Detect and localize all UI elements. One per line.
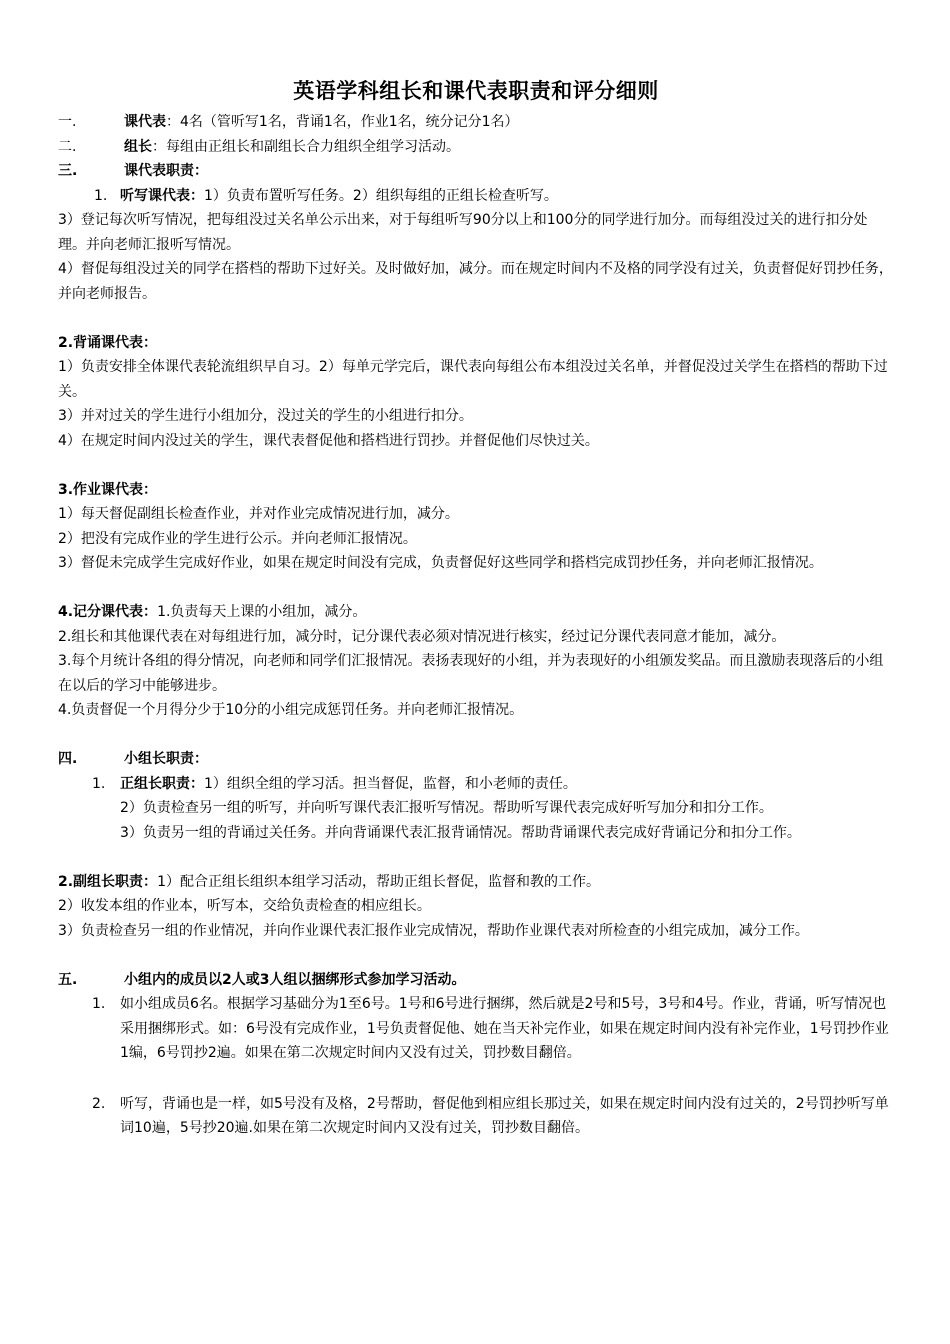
recite-line-1: 1）负责安排全体课代表轮流组织早自习。2）每单元学完后，课代表向每组公布本组没过关名单，并督促没过关学生在搭档的帮助下过关。 [58, 359, 888, 400]
dictation-heading: 1. 听写课代表：1）负责布置听写任务。2）组织每组的正组长检查听写。 [94, 187, 558, 204]
vice-heading: 2.副组长职责：1）配合正组长组织本组学习活动，帮助正组长督促，监督和教的工作。 [58, 873, 600, 890]
dictation-line-3: 4）督促每组没过关的同学在搭档的帮助下过好关。及时做好加，减分。而在规定时间内不及格的同学没有过关，负责督促好罚抄任务，并向老师报告。 [58, 261, 893, 302]
rule-item: 1. 如小组成员6名。根据学习基础分为1至6号。1号和6号进行捆绑，然后就是2号和5号，3号和4号。作业，背诵，听写情况也采用捆绑形式。如：6号没有完成作业，1号负责督促他、她在当天补完作业，如果在规定时间内没有补完作业，1号罚抄作业1编，6号罚抄2遍。如果在第二次规定时间内又没有过关，罚抄数目翻倍。 [92, 996, 889, 1061]
homework-heading: 3.作业课代表： [58, 481, 158, 498]
homework-line-2: 2）把没有完成作业的学生进行公示。并向老师汇报情况。 [58, 530, 417, 547]
recite-heading: 2.背诵课代表： [58, 334, 158, 351]
scorer-line-3: 3.每个月统计各组的得分情况，向老师和同学们汇报情况。表扬表现好的小组，并为表现好的小组颁发奖品。而且激励表现落后的小组在以后的学习中能够进步。 [58, 653, 884, 694]
rule-item: 2. 听写，背诵也是一样，如5号没有及格，2号帮助，督促他到相应组长那过关，如果在规定时间内没有过关的，2号罚抄听写单词10遍，5号抄20遍.如果在第二次规定时间内又没有过关，罚抄数目翻倍。 [92, 1095, 889, 1136]
scorer-heading: 4.记分课代表：1.负责每天上课的小组加，减分。 [58, 604, 367, 620]
scorer-line-4: 4.负责督促一个月得分少于10分的小组完成惩罚任务。并向老师汇报情况。 [58, 702, 524, 718]
homework-line-1: 1）每天督促副组长检查作业，并对作业完成情况进行加，减分。 [58, 506, 459, 522]
section-5-heading: 五. 小组内的成员以2人或3人组以捆绑形式参加学习活动。 [58, 971, 466, 988]
scorer-line-2: 2.组长和其他课代表在对每组进行加，减分时，记分课代表必须对情况进行核实，经过记分课代表同意才能加，减分。 [58, 628, 786, 645]
document-page [58, 72, 894, 1141]
vice-line-3: 3）负责检查另一组的作业情况，并向作业课代表汇报作业完成情况，帮助作业课代表对所检查的小组完成加，减分工作。 [58, 922, 809, 939]
leader-heading: 1. 正组长职责：1）组织全组的学习活。担当督促，监督，和小老师的责任。 [92, 775, 577, 792]
recite-line-2: 3）并对过关的学生进行小组加分，没过关的学生的小组进行扣分。 [58, 408, 473, 424]
section-4-heading: 四. 小组长职责： [58, 751, 208, 767]
section-3-heading: 三. 课代表职责： [58, 163, 208, 179]
dictation-line-2: 3）登记每次听写情况，把每组没过关名单公示出来，对于每组听写90分以上和100分的同学进行加分。而每组没过关的进行扣分处理。并向老师汇报听写情况。 [58, 212, 868, 253]
homework-line-3: 3）督促未完成学生完成好作业，如果在规定时间没有完成，负责督促好这些同学和搭档完成罚抄任务，并向老师汇报情况。 [58, 555, 823, 571]
recite-line-3: 4）在规定时间内没过关的学生，课代表督促他和搭档进行罚抄。并督促他们尽快过关。 [58, 432, 599, 449]
section-2: 二. 组长：每组由正组长和副组长合力组织全组学习活动。 [58, 138, 460, 155]
vice-line-2: 2）收发本组的作业本，听写本，交给负责检查的相应组长。 [58, 898, 431, 914]
document-title: 英语学科组长和课代表职责和评分细则 [293, 79, 659, 103]
leader-line-3: 3）负责另一组的背诵过关任务。并向背诵课代表汇报背诵情况。帮助背诵课代表完成好背诵记分和扣分工作。 [120, 824, 801, 841]
leader-line-2: 2）负责检查另一组的听写，并向听写课代表汇报听写情况。帮助听写课代表完成好听写加分和扣分工作。 [120, 800, 773, 816]
section-1: 一. 课代表：4名（管听写1名，背诵1名，作业1名，统分记分1名） [58, 114, 519, 130]
